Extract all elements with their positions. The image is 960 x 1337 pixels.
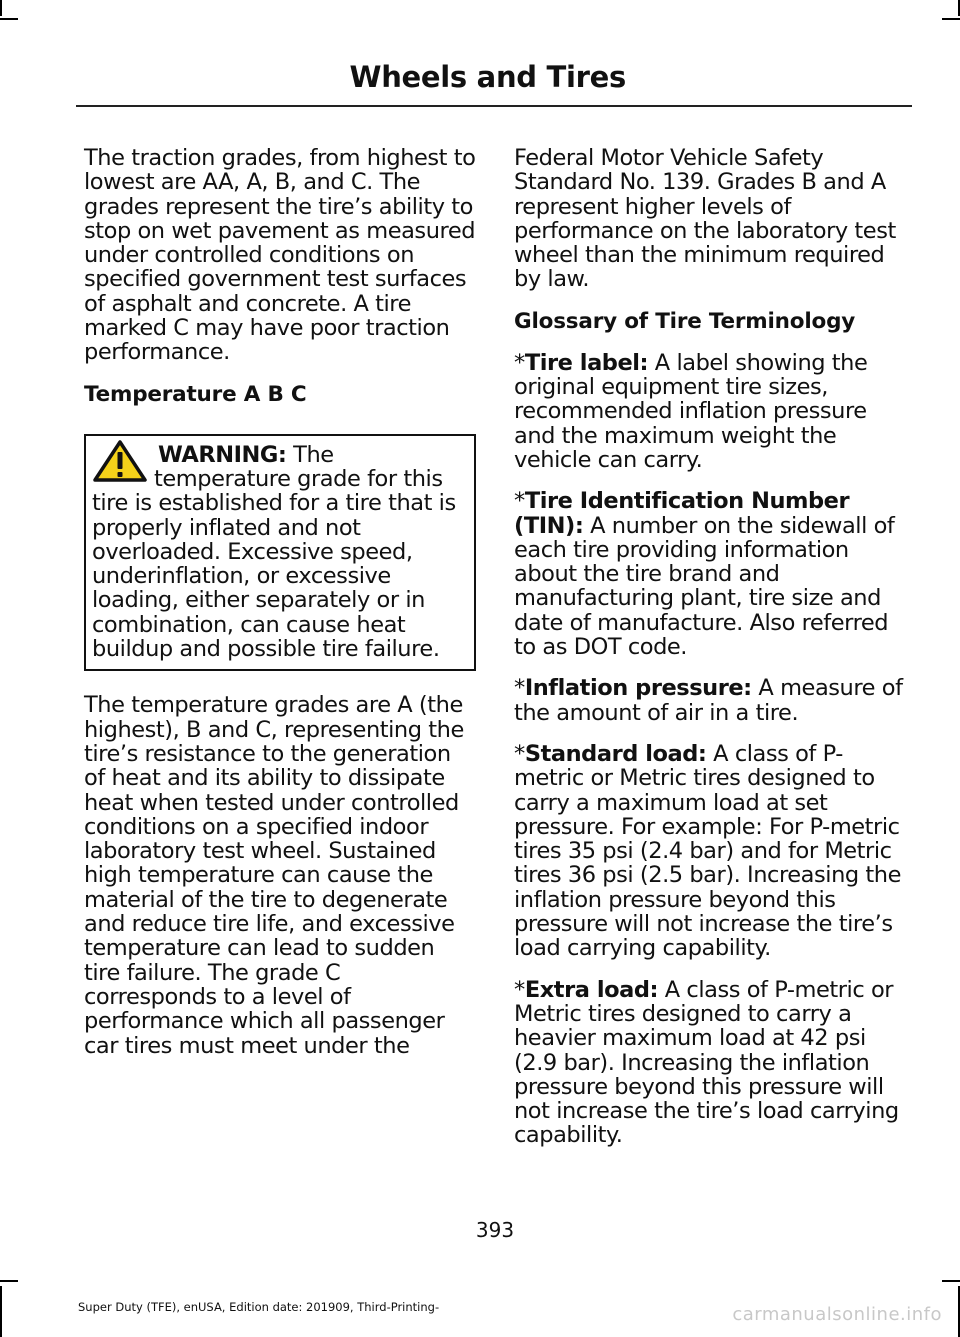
entry-prefix: *: [514, 740, 525, 767]
edition-footer: Super Duty (TFE), enUSA, Edition date: 201909, Third-Printing-: [78, 1300, 440, 1314]
entry-text: A measure of the amount of air in a tire.: [514, 675, 903, 726]
header-divider: [76, 105, 912, 107]
crop-mark: [942, 1280, 960, 1282]
entry-text: A number on the sidewall of each tire providing information about the tire brand and manufacturing plant, tire size and date of manufacture. Also referred to as DOT code.: [514, 512, 895, 661]
entry-text: A label showing the original equipment tire sizes, recommended inflation pressure and the maximum weight the vehicle can carry.: [514, 349, 868, 473]
warning-text: The temperature grade for this tire is established for a tire that is properly inflated and not overloaded. Excessive speed, underinflation, or excessive loading, either separately or in combination, can cause heat buildup and possible tire failure.: [92, 441, 456, 663]
glossary-entry-extra-load: [514, 978, 906, 1148]
fmvss-paragraph: Federal Motor Vehicle Safety Standard No. 139. Grades B and A represent higher levels of performance on the laboratory test wheel than the minimum required by law.: [514, 145, 896, 293]
entry-prefix: *: [514, 488, 525, 515]
page-title: Wheels and Tires: [349, 60, 626, 94]
glossary-heading: Glossary of Tire Terminology: [514, 308, 856, 334]
entry-text: A class of P-metric or Metric tires designed to carry a maximum load at set pressure. For example: For P-metric tires 35 psi (2.4 bar) and for Metric tires 36 psi (2.5 bar). Increasing the inflation pressure beyond this pressure will not increase the tire’s load carrying capability.: [514, 740, 901, 962]
temperature-heading: Temperature A B C: [84, 381, 307, 407]
page-number: 393: [475, 1218, 515, 1242]
entry-term: Tire label:: [524, 349, 649, 376]
warning-label: WARNING:: [158, 441, 287, 468]
crop-mark: [0, 1286, 2, 1337]
left-column: [84, 146, 476, 1075]
traction-paragraph: The traction grades, from highest to lowest are AA, A, B, and C. The grades represent the tire’s ability to stop on wet pavement as measured under controlled conditions on specified government test surfaces of asphalt and concrete. A tire marked C may have poor traction performance.: [84, 145, 476, 366]
entry-prefix: *: [514, 976, 525, 1003]
glossary-entry-tire-label: [514, 351, 906, 472]
watermark: carmanualsonline.info: [732, 1304, 942, 1325]
warning-box: [84, 434, 476, 672]
entry-term: Inflation pressure:: [524, 675, 752, 702]
glossary-entry-standard-load: [514, 742, 906, 961]
temperature-paragraph: The temperature grades are A (the highest), B and C, representing the tire’s resistance to the generation of heat and its ability to dissipate heat when tested under controlled conditions on a specified indoor laboratory test wheel. Sustained high temperature can cause the material of the tire to degenerate and reduce tire life, and excessive temperature can lead to sudden tire failure. The grade C corresponds to a level of performance which all passenger car tires must meet under the: [84, 692, 464, 1059]
crop-mark: [0, 0, 2, 16]
entry-term: Tire Identification Number (TIN):: [514, 488, 850, 539]
crop-mark: [0, 18, 18, 20]
entry-term: Extra load:: [524, 976, 659, 1003]
glossary-entry-inflation-pressure: [514, 676, 906, 725]
glossary-entry-tin: [514, 489, 906, 659]
entry-prefix: *: [514, 349, 525, 376]
crop-mark: [942, 18, 960, 20]
warning-triangle-icon: [92, 439, 148, 483]
right-column: [514, 146, 906, 1165]
entry-text: A class of P-metric or Metric tires designed to carry a heavier maximum load at 42 psi (2.9 bar). Increasing the inflation pressure beyond this pressure will not increase the tire’s load carrying capability.: [514, 976, 899, 1149]
crop-mark: [0, 1280, 18, 1282]
entry-prefix: *: [514, 675, 525, 702]
entry-term: Standard load:: [524, 740, 707, 767]
